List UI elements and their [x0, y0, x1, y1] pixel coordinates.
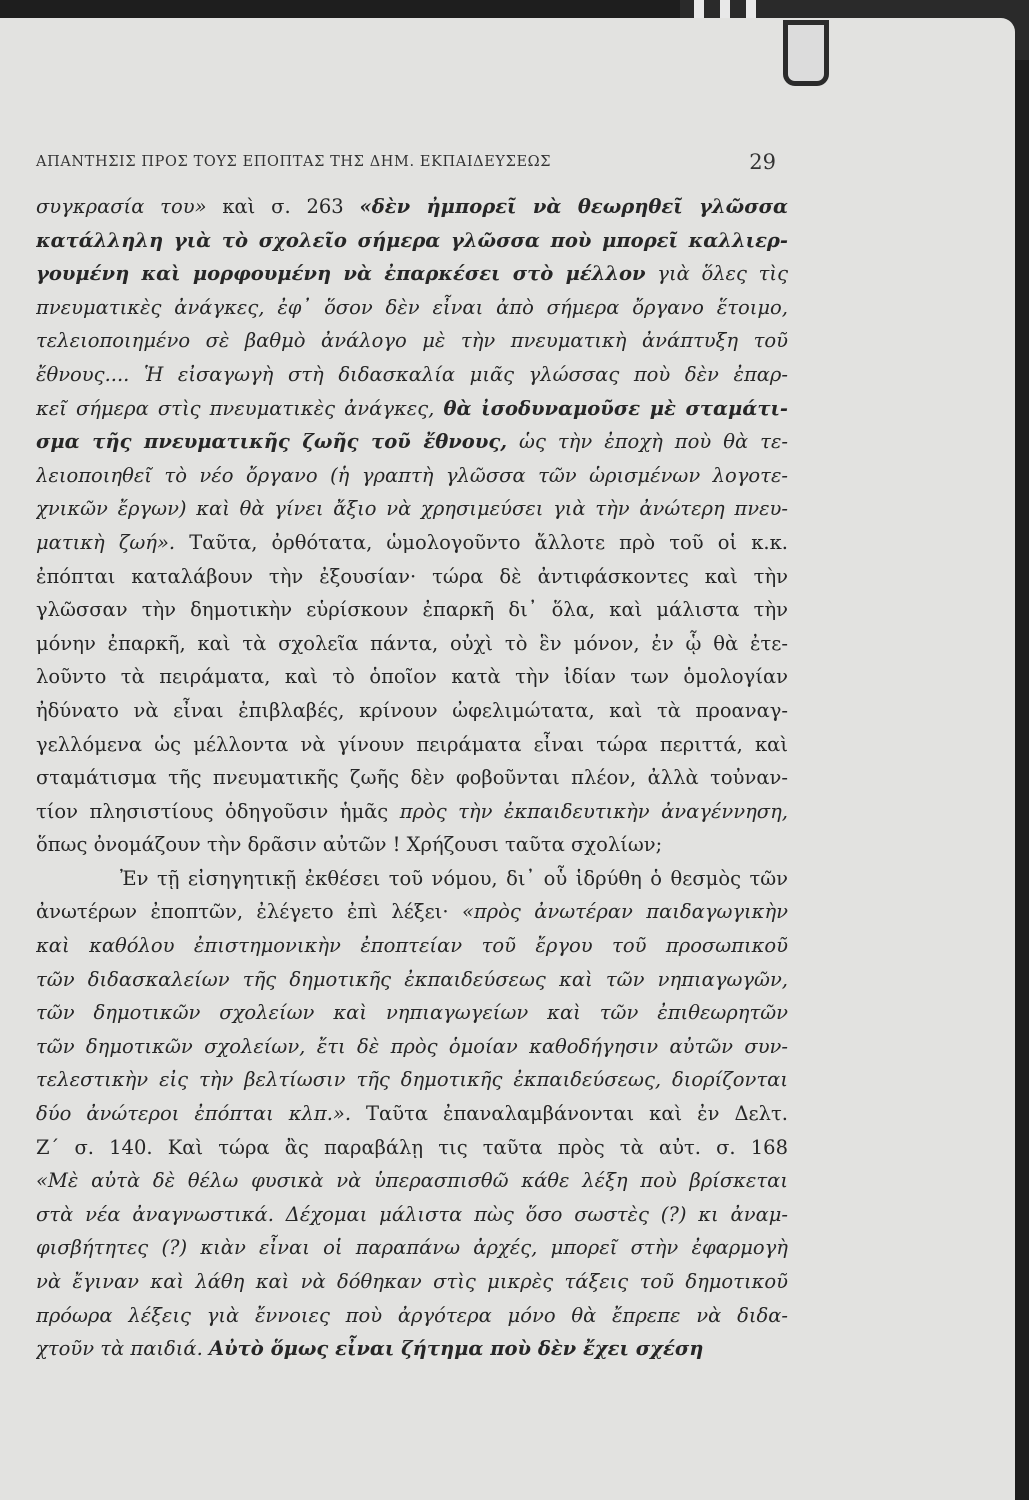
- text-line: [36, 963, 788, 997]
- text-run: «δὲν ἠμπορεῖ νὰ θεωρηθεῖ γλῶσσα: [359, 195, 788, 218]
- text-line: [36, 358, 788, 392]
- text-line: [36, 560, 788, 594]
- text-run: τῶν διδασκαλείων τῆς δημοτικῆς ἐκπαιδεύσεως καὶ τῶν νηπιαγωγῶν,: [36, 967, 788, 991]
- text-line: [36, 1097, 788, 1131]
- text-run: λειοποιηθεῖ τὸ νέο ὄργανο (ἡ γραπτὴ γλῶσσα τῶν ὡρισμένων λογοτε-: [36, 463, 788, 487]
- text-run: Ἐν τῇ εἰσηγητικῇ ἐκθέσει τοῦ νόμου, δι᾽ οὗ ἱδρύθη ὁ θεσμὸς τῶν: [120, 866, 788, 890]
- text-line: [36, 996, 788, 1030]
- text-run: ἐπόπται καταλάβουν τὴν ἐξουσίαν· τώρα δὲ ἀντιφάσκοντες καὶ τὴν: [36, 564, 788, 588]
- body-text: [36, 190, 788, 1366]
- text-line: [36, 392, 788, 426]
- text-line: [36, 1332, 788, 1366]
- text-line: [36, 761, 788, 795]
- text-run: δύο ἀνώτεροι ἐπόπται κλπ.».: [36, 1102, 352, 1126]
- text-run: τελειοποιημένο σὲ βαθμὸ ἀνάλογο μὲ τὴν πνευματικὴ ἀνάπτυξη τοῦ: [36, 329, 788, 353]
- text-run: τῶν δημοτικῶν σχολείων, ἔτι δὲ πρὸς ὁμοίαν καθοδήγησιν αὐτῶν συν-: [36, 1034, 788, 1058]
- text-run: ὡς τὴν ἐποχὴ ποὺ θὰ τε-: [507, 430, 788, 454]
- text-run: λοῦντο τὰ πειράματα, καὶ τὸ ὁποῖον κατὰ τὴν ἰδίαν των ὁμολογίαν: [36, 665, 788, 689]
- text-run: σμα τῆς πνευματικῆς ζωῆς τοῦ ἔθνους,: [36, 430, 508, 454]
- text-run: κατάλληλη γιὰ τὸ σχολεῖο σήμερα γλῶσσα ποὺ μπορεῖ καλλιερ-: [36, 228, 788, 252]
- text-run: χνικῶν ἔργων) καὶ θὰ γίνει ἄξιο νὰ χρησιμεύσει γιὰ τὴν ἀνώτερη πνευ-: [36, 497, 788, 521]
- text-run: πρὸς τὴν ἐκπαιδευτικὴν ἀναγέννηση,: [399, 799, 788, 823]
- text-run: γελλόμενα ὡς μέλλοντα νὰ γίνουν πειράματα εἶναι τώρα περιττά, καὶ: [36, 732, 788, 756]
- text-run: ματικὴ ζωή».: [36, 530, 176, 554]
- text-line: [36, 728, 788, 762]
- text-run: Ταῦτα, ὀρθότατα, ὡμολογοῦντο ἄλλοτε πρὸ τοῦ οἱ κ.κ.: [175, 530, 788, 554]
- text-line: [36, 526, 788, 560]
- text-run: ἀνωτέρων ἐποπτῶν, ἐλέγετο ἐπὶ λέξει·: [36, 900, 462, 924]
- text-run: καὶ σ. 263: [206, 195, 360, 218]
- text-run: συγκρασία του»: [36, 195, 207, 218]
- text-line: [36, 694, 788, 728]
- text-line: [36, 324, 788, 358]
- text-line: [36, 660, 788, 694]
- page-number: 29: [749, 150, 776, 174]
- page-header: [36, 150, 776, 180]
- text-run: τελεστικὴν εἰς τὴν βελτίωσιν τῆς δημοτικῆς ἐκπαιδεύσεως, διορίζονται: [36, 1068, 788, 1092]
- text-run: τῶν δημοτικῶν σχολείων καὶ νηπιαγωγείων καὶ τῶν ἐπιθεωρητῶν: [36, 1001, 788, 1025]
- text-run: ἔθνους.... Ἡ εἰσαγωγὴ στὴ διδασκαλία μιᾶς γλώσσας ποὺ δὲν ἐπαρ-: [36, 362, 788, 386]
- text-line: [36, 929, 788, 963]
- text-line: [36, 895, 788, 929]
- text-run: κεῖ σήμερα στὶς πνευματικὲς ἀνάγκες,: [36, 396, 444, 420]
- text-run: καὶ καθόλου ἐπιστημονικὴν ἐποπτείαν τοῦ ἔργου τοῦ προσωπικοῦ: [36, 934, 788, 958]
- text-line: [36, 1231, 788, 1265]
- text-run: Ταῦτα ἐπαναλαμβάνονται καὶ ἐν Δελτ.: [351, 1102, 788, 1126]
- text-run: «πρὸς ἀνωτέραν παιδαγωγικὴν: [461, 900, 788, 924]
- text-run: πνευματικὲς ἀνάγκες, ἐφ᾽ ὅσον δὲν εἶναι ἀπὸ σήμερα ὄργανο ἕτοιμο,: [36, 295, 788, 319]
- text-line: [36, 257, 788, 291]
- text-line: [36, 190, 788, 224]
- text-line: [36, 1030, 788, 1064]
- text-run: γιὰ ὅλες τὶς: [645, 262, 788, 286]
- text-run: Αὐτὸ ὅμως εἶναι ζήτημα ποὺ δὲν ἔχει σχέση: [209, 1337, 704, 1361]
- text-run: ὅπως ὀνομάζουν τὴν δρᾶσιν αὐτῶν ! Χρήζουσι ταῦτα σχολίων;: [36, 833, 663, 857]
- text-run: γλῶσσαν τὴν δημοτικὴν εὑρίσκουν ἐπαρκῆ δι᾽ ὅλα, καὶ μάλιστα τὴν: [36, 598, 788, 622]
- text-run: Ζ΄ σ. 140. Καὶ τώρα ἂς παραβάλῃ τις ταῦτα πρὸς τὰ αὐτ. σ. 168: [36, 1135, 788, 1159]
- text-line: [36, 593, 788, 627]
- text-line: [36, 1131, 788, 1165]
- text-run: «Μὲ αὐτὰ δὲ θέλω φυσικὰ νὰ ὑπερασπισθῶ κάθε λέξη ποὺ βρίσκεται: [36, 1169, 788, 1193]
- text-run: ἠδύνατο νὰ εἶναι ἐπιβλαβές, κρίνουν ὠφελιμώτατα, καὶ τὰ προαναγ-: [36, 698, 788, 722]
- text-line: [36, 795, 788, 829]
- text-line: [36, 1198, 788, 1232]
- text-run: πρόωρα λέξεις γιὰ ἔννοιες ποὺ ἀργότερα μόνο θὰ ἔπρεπε νὰ διδα-: [36, 1303, 788, 1327]
- text-run: σταμάτισμα τῆς πνευματικῆς ζωῆς δὲν φοβοῦνται πλέον, ἀλλὰ τοὐναν-: [36, 766, 788, 790]
- text-line: [36, 459, 788, 493]
- text-line: [36, 627, 788, 661]
- text-line: [36, 1265, 788, 1299]
- text-run: μόνην ἐπαρκῆ, καὶ τὰ σχολεῖα πάντα, οὐχὶ τὸ ἓν μόνον, ἐν ᾧ θὰ ἐτε-: [36, 631, 788, 655]
- text-line: [36, 1063, 788, 1097]
- text-run: στὰ νέα ἀναγνωστικά. Δέχομαι μάλιστα πὼς ὅσο σωστὲς (?) κι ἀναμ-: [36, 1202, 788, 1226]
- text-run: θὰ ἰσοδυναμοῦσε μὲ σταμάτι-: [443, 396, 788, 420]
- text-line: [36, 862, 788, 896]
- text-line: [36, 425, 788, 459]
- text-line: [36, 224, 788, 258]
- text-run: χτοῦν τὰ παιδιά.: [36, 1337, 209, 1361]
- page-clip: [783, 20, 829, 86]
- text-line: [36, 1164, 788, 1198]
- text-run: γουμένη καὶ μορφουμένη νὰ ἐπαρκέσει στὸ μέλλον: [36, 262, 646, 286]
- text-run: νὰ ἔγιναν καὶ λάθη καὶ νὰ δόθηκαν στὶς μικρὲς τάξεις τοῦ δημοτικοῦ: [36, 1270, 788, 1293]
- text-line: [36, 492, 788, 526]
- running-title: ΑΠΑΝΤΗΣΙΣ ΠΡΟΣ ΤΟΥΣ ΕΠΟΠΤΑΣ ΤΗΣ ΔΗΜ. ΕΚΠΑΙΔΕΥΣΕΩΣ: [36, 154, 552, 170]
- text-line: [36, 291, 788, 325]
- text-line: [36, 1299, 788, 1333]
- text-line: [36, 828, 788, 862]
- text-run: φισβήτητες (?) κιὰν εἶναι οἱ παραπάνω ἀρχές, μπορεῖ στὴν ἐφαρμογὴ: [36, 1236, 788, 1260]
- text-run: τίον πλησιστίους ὁδηγοῦσιν ἡμᾶς: [36, 799, 400, 823]
